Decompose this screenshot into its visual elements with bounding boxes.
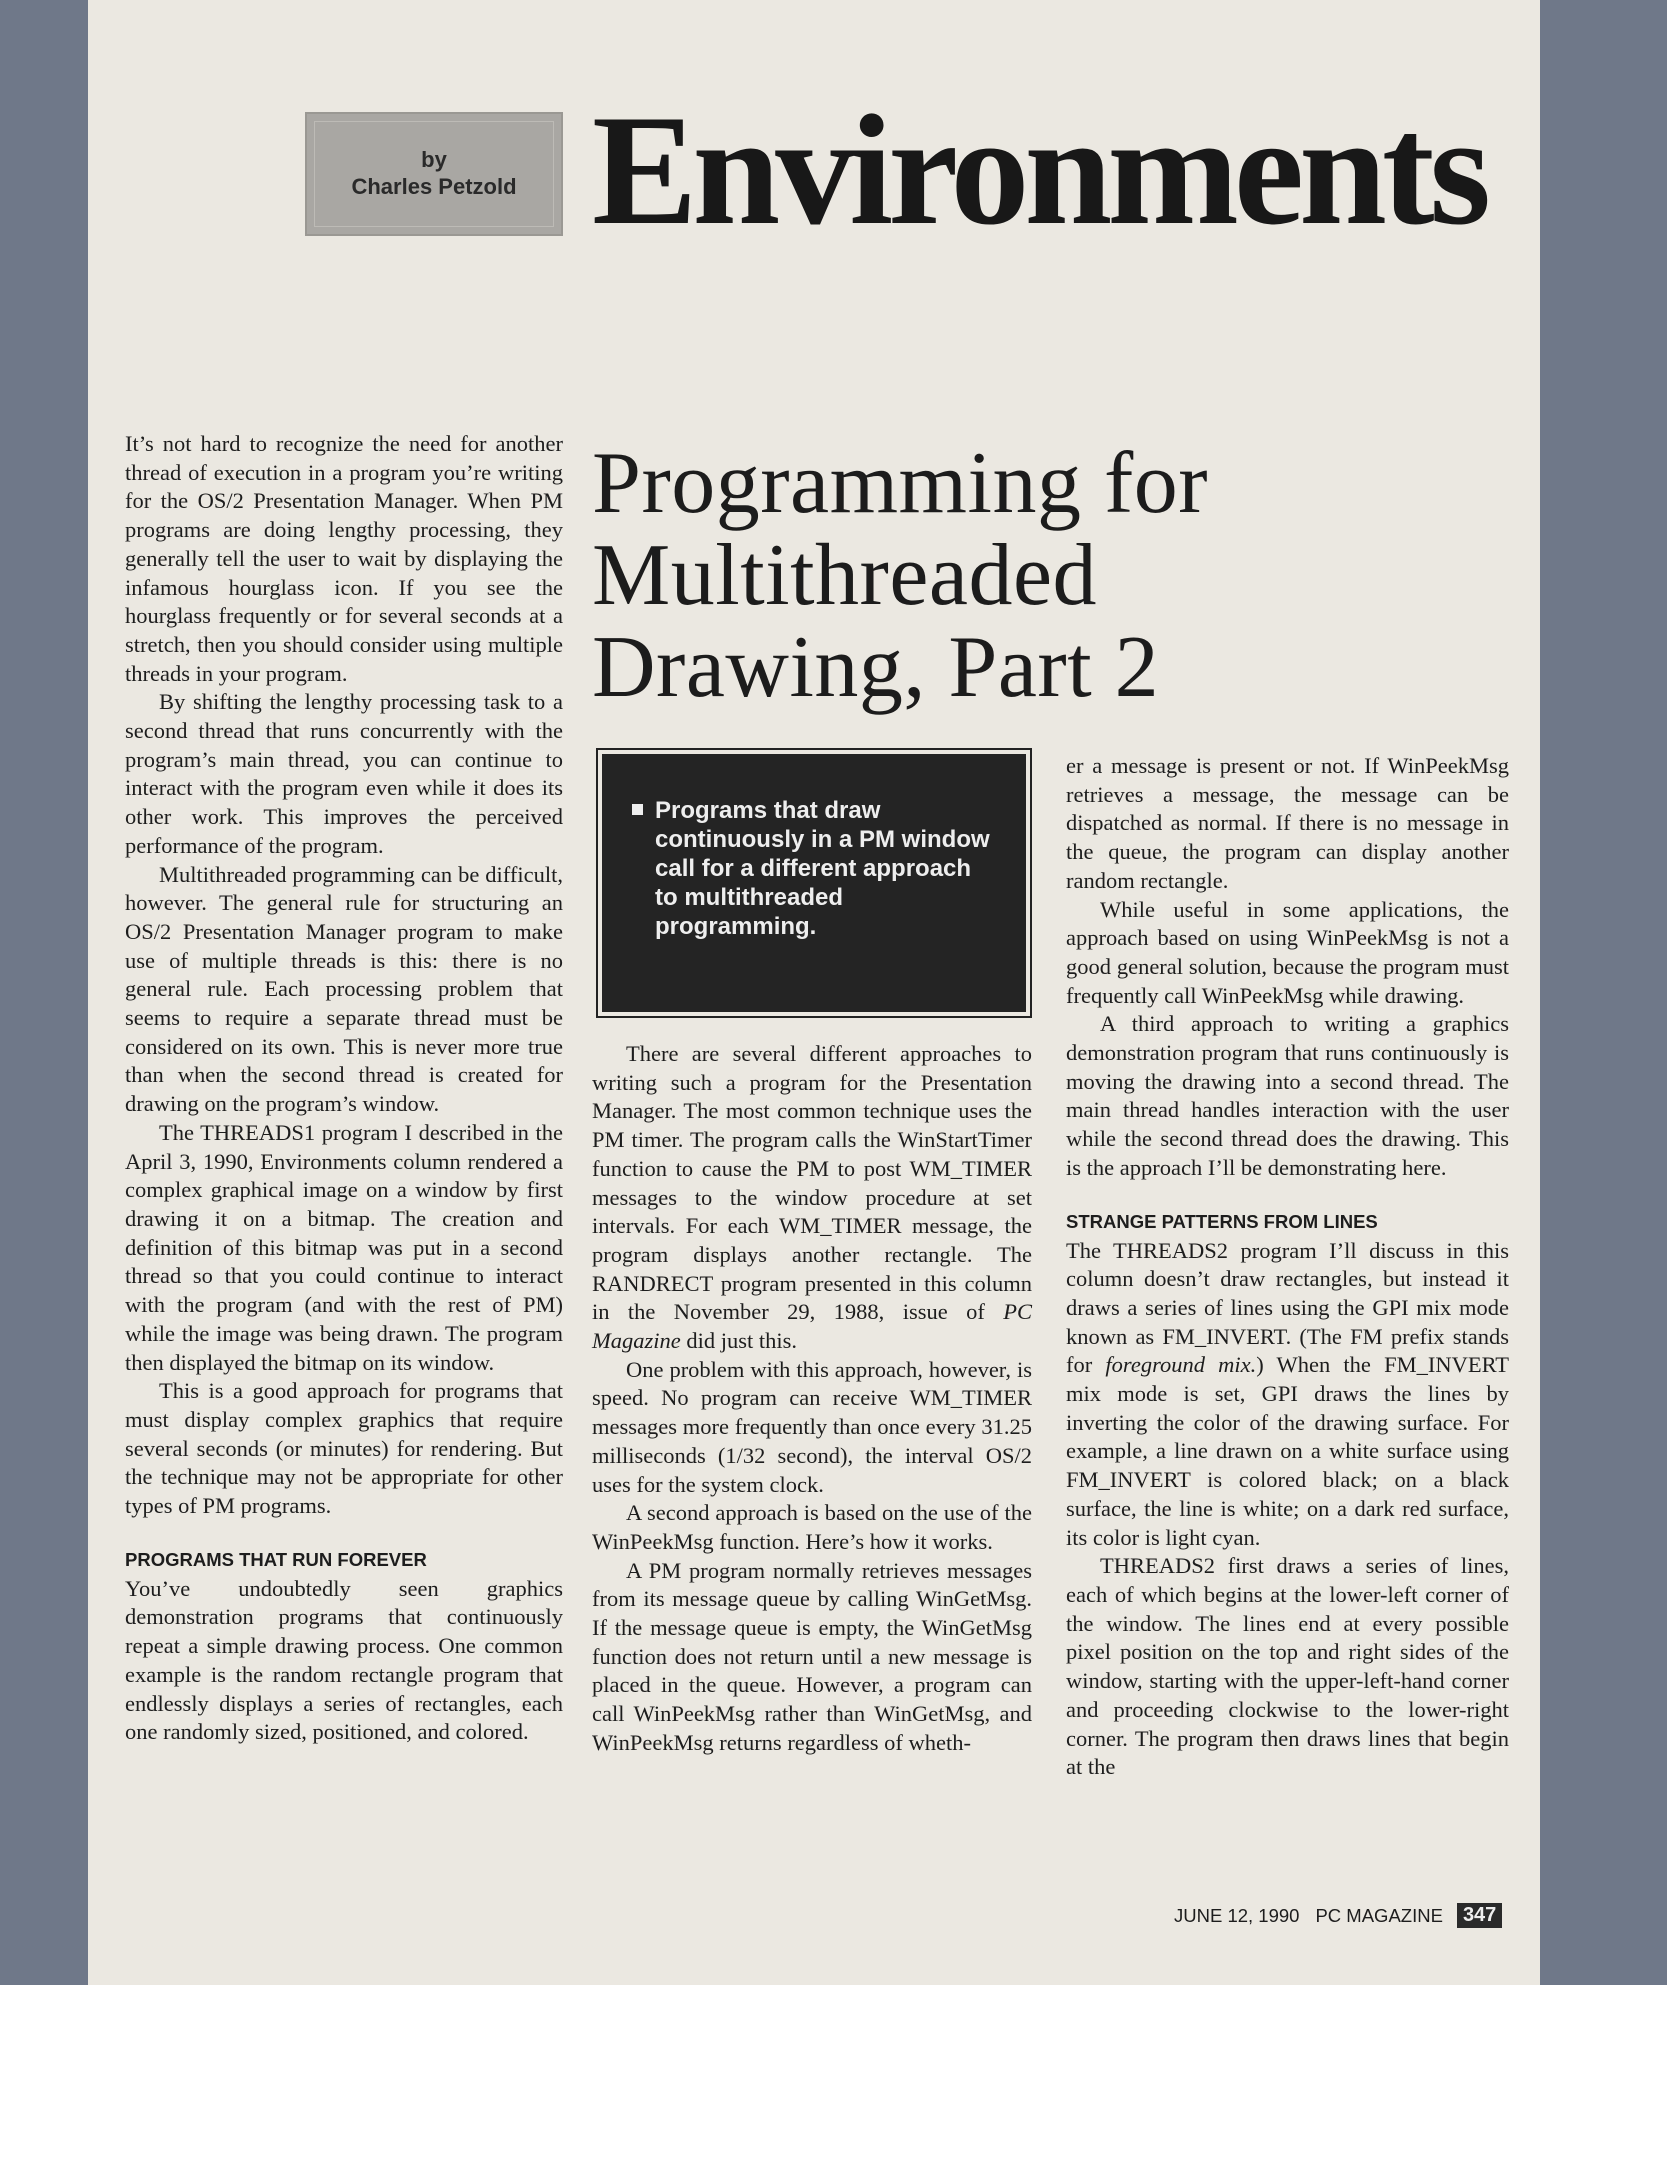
headline-line: Multithreaded	[592, 527, 1098, 624]
byline-author: Charles Petzold	[351, 174, 517, 199]
byline-by: by	[421, 147, 447, 173]
paragraph-text: did just this.	[680, 1328, 798, 1354]
headline-line: Programming for	[592, 435, 1209, 532]
pull-quote-text: Programs that draw continuously in a PM window call for a different approach to multithreaded programming.	[655, 797, 990, 940]
paragraph: This is a good approach for programs that must display complex graphics that require several seconds (or minutes) for rendering. But the technique may not be appropriate for other types of PM programs.	[125, 1378, 563, 1519]
publication-name: PC MAGAZINE	[1315, 1904, 1443, 1926]
text-column-1	[125, 430, 563, 1747]
paragraph	[1066, 1237, 1509, 1553]
italic-term: foreground mix.	[1105, 1352, 1257, 1378]
article-headline	[592, 435, 1332, 716]
paragraph: THREADS2 first draws a series of lines, each of which begins at the lower-left corner of the window. The lines end at every possible pixel position on the top and right sides of the window, starting with the upper-left-hand corner and proceeding clockwise to the lower-right corner. The program then draws lines that begin at the	[1066, 1553, 1509, 1780]
page-number: 347	[1457, 1903, 1502, 1928]
byline-box	[305, 112, 563, 236]
paragraph: While useful in some applications, the approach based on using WinPeekMsg is not a good general solution, because the program must frequently call WinPeekMsg while drawing.	[1066, 896, 1509, 1008]
page-footer	[1174, 1903, 1502, 1928]
background-right	[1540, 0, 1667, 1985]
pull-quote-box	[596, 748, 1032, 1018]
paragraph: A PM program normally retrieves messages from its message queue by calling WinGetMsg. If the message queue is empty, the WinGetMsg function does not return until a new message is placed in the queue. However, a program can call WinPeekMsg rather than WinGetMsg, and WinPeekMsg returns regardless of wheth-	[592, 1557, 1032, 1755]
paragraph: er a message is present or not. If WinPeekMsg retrieves a message, the message can be dispatched as normal. If there is no message in the queue, the program can display another random rectangle.	[1066, 753, 1509, 893]
paragraph: One problem with this approach, however, is speed. No program can receive WM_TIMER messages more frequently than once every 31.25 milliseconds (1/32 second), the interval OS/2 uses for the system clock.	[592, 1356, 1032, 1497]
paragraph: By shifting the lengthy processing task to a second thread that runs concurrently with the program’s main thread, you can continue to interact with the program even while it does its other work. This improves the perceived performance of the program.	[125, 689, 563, 858]
paragraph: Multithreaded programming can be difficult, however. The general rule for structuring an OS/2 Presentation Manager program to make use of multiple threads is this: there is no general rule. Each processing problem that seems to require a separate thread must be considered on its own. This is never more true than when the second thread is created for drawing on the program’s window.	[125, 861, 563, 1117]
paragraph-text: The THREADS2 program I’ll discuss in this column doesn’t draw rectangles, but instead it draws a series of lines using the GPI mix mode known as FM_INVERT. (The FM prefix stands for	[1066, 1237, 1509, 1378]
text-column-3	[1066, 752, 1509, 1782]
square-bullet-icon	[632, 804, 643, 815]
section-subhead: PROGRAMS THAT RUN FOREVER	[125, 1548, 427, 1570]
page-bottom-margin	[0, 1985, 1667, 2160]
column-name: Environments	[592, 83, 1487, 258]
paragraph: It’s not hard to recognize the need for another thread of execution in a program you’re writing for the OS/2 Presentation Manager. When PM programs are doing lengthy processing, they generally tell the user to wait by displaying the infamous hourglass icon. If you see the hourglass frequently or for several seconds at a stretch, then you should consider using multiple threads in your program.	[125, 431, 563, 686]
background-left	[0, 0, 88, 1985]
paragraph-text: There are several different approaches to writing such a program for the Presentation Manager. The most common technique uses the PM timer. The program calls the WinStartTimer function to cause the PM to post WM_TIMER messages to the window procedure at set intervals. For each WM_TIMER message, the program displays another rectangle. The RANDRECT program presented in this column in the November 29, 1988, issue of	[592, 1041, 1032, 1325]
text-column-2	[592, 1040, 1032, 1758]
paragraph: A second approach is based on the use of the WinPeekMsg function. Here’s how it works.	[592, 1500, 1032, 1554]
issue-date: JUNE 12, 1990	[1174, 1904, 1300, 1926]
section-subhead: STRANGE PATTERNS FROM LINES	[1066, 1210, 1378, 1232]
pull-quote-inner	[602, 754, 1026, 1012]
headline-line: Drawing, Part 2	[592, 619, 1160, 716]
magazine-name: PC Magazine	[592, 1299, 1033, 1354]
paragraph-text: ) When the FM_INVERT mix mode is set, GPI draws the lines by inverting the color of the drawing surface. For example, a line drawn on a white surface using FM_INVERT is colored black; on a black surface, the line is white; on a dark red surface, its color is light cyan.	[1066, 1352, 1509, 1550]
paragraph	[592, 1040, 1032, 1356]
paragraph: A third approach to writing a graphics demonstration program that runs continuously is moving the drawing into a second thread. The main thread handles interaction with the user while the second thread does the drawing. This is the approach I’ll be demonstrating here.	[1066, 1011, 1509, 1180]
paragraph: You’ve undoubtedly seen graphics demonstration programs that continuously repeat a simple drawing process. One common example is the random rectangle program that endlessly displays a series of rectangles, each one randomly sized, positioned, and colored.	[125, 1575, 563, 1745]
paragraph: The THREADS1 program I described in the April 3, 1990, Environments column rendered a complex graphical image on a window by first drawing it on a bitmap. The creation and definition of this bitmap was put in a second thread so that you could continue to interact with the program (and with the rest of PM) while the image was being drawn. The program then displayed the bitmap on its window.	[125, 1119, 563, 1375]
